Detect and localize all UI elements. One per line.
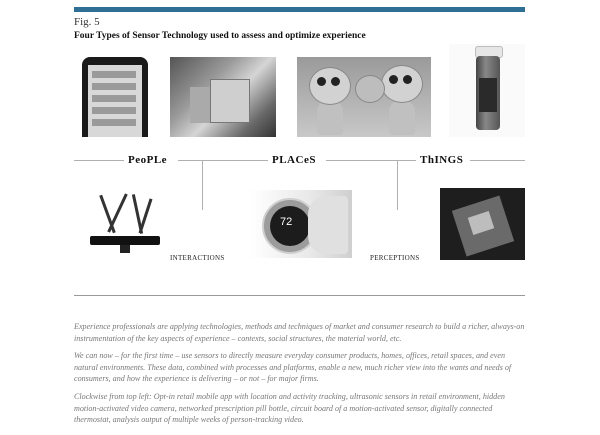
pill-bottle-photo	[449, 44, 525, 137]
divider-line	[470, 160, 525, 161]
figure-caption: Four Types of Sensor Technology used to assess and optimize experience	[74, 31, 366, 41]
thermostat-reading: 72	[280, 216, 293, 228]
retail-sensor-photo	[170, 57, 276, 137]
hidden-camera-photo	[297, 57, 431, 137]
category-people: PeoPLe	[128, 154, 168, 166]
label-interactions: INTERACTIONS	[170, 254, 225, 262]
paragraph-credits: Clockwise from top left: Opt-in retail mobile app with location and activity tracking, ultrasonic sensors in retail environment, hidden motion-activated video camera, networked prescription pill bottle, circuit board of a motion-activated sensor, digitally connected thermostat, analysis output of multiple weeks of person-tracking video.	[74, 392, 505, 425]
motion-sensor-photo	[90, 190, 162, 256]
divider-line	[397, 160, 398, 210]
label-perceptions: PERCEPTIONS	[370, 254, 420, 262]
paragraph-sensors: We can now – for the first time – use sensors to directly measure everyday consumer products, homes, offices, retail spaces, and even natural environments. These data, combined with processes and platforms, enable a new, much richer view into the wants and needs of consumers, and how the experience is delivering – or not – for major firms.	[74, 351, 512, 384]
divider-line	[178, 160, 268, 161]
section-divider	[74, 295, 525, 296]
category-things: ThINGS	[420, 154, 464, 166]
category-places: PLACeS	[272, 154, 316, 166]
paragraph-intro: Experience professionals are applying technologies, methods and techniques of market and consumer research to build a richer, always-on instrumentation of the key aspects of experience – contexts, social structures, the material world, etc.	[74, 322, 525, 343]
mobile-app-photo	[82, 57, 148, 137]
divider-line	[326, 160, 416, 161]
thermostat-photo	[250, 190, 352, 258]
divider-line	[74, 160, 124, 161]
figure-label: Fig. 5	[74, 16, 100, 28]
circuit-board-photo	[440, 188, 525, 260]
header-accent-bar	[74, 7, 525, 12]
divider-line	[202, 160, 203, 210]
